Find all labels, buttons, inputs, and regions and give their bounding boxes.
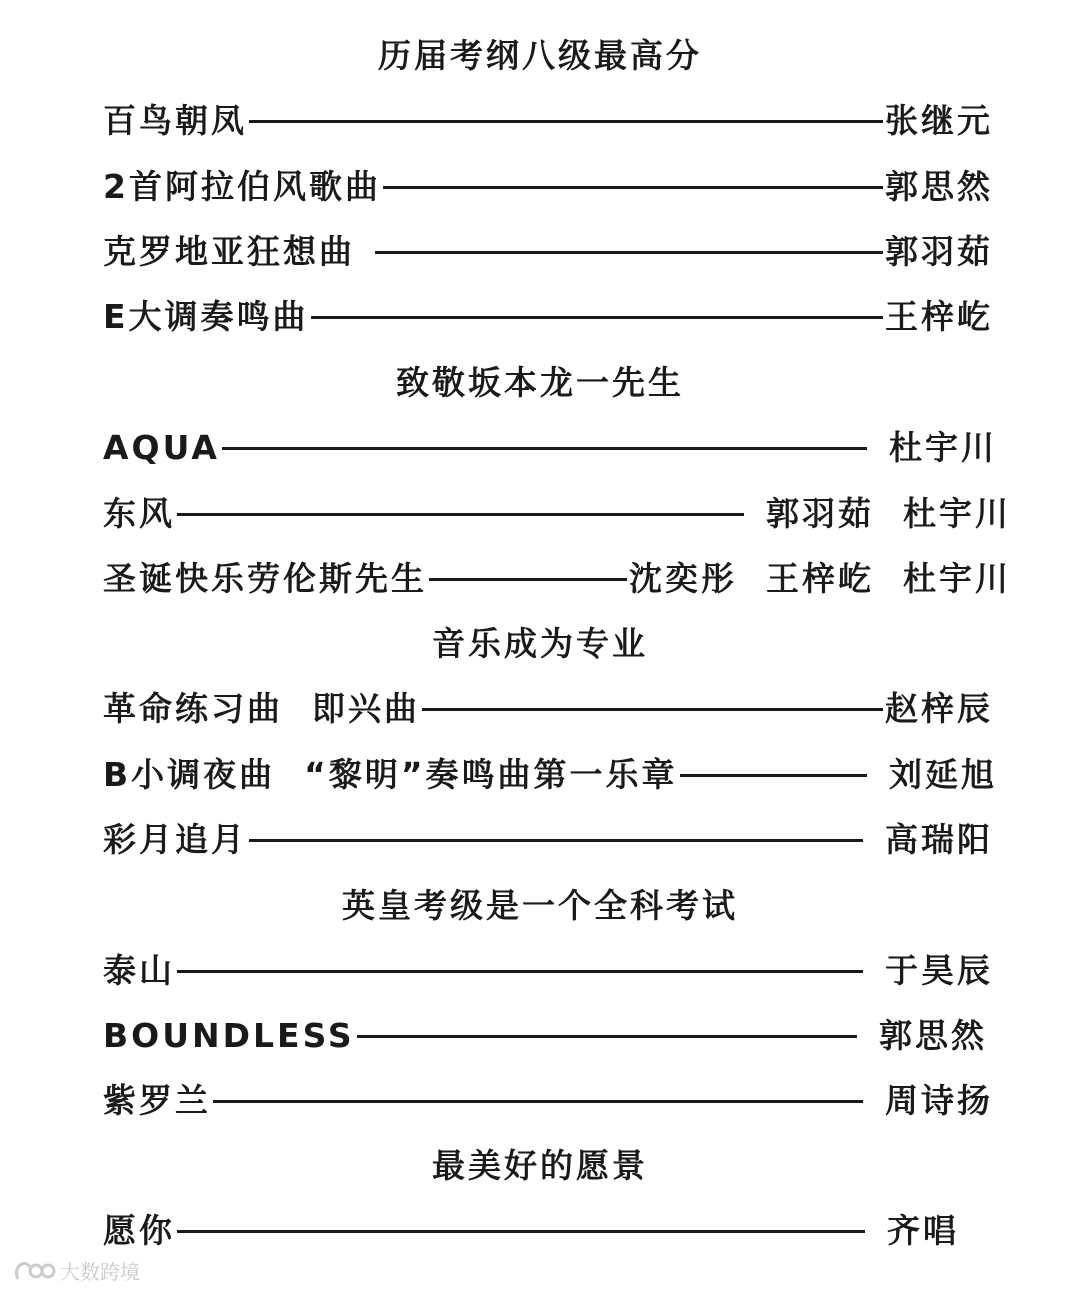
performer-name: 赵梓辰 [885, 689, 993, 728]
piece-title: 百鸟朝凤 [103, 101, 247, 140]
performer-name: 郭思然 [879, 1016, 987, 1055]
watermark [12, 1256, 140, 1285]
performer-name: 刘延旭 [889, 755, 997, 794]
program-row [103, 297, 993, 337]
piece-title: 泰山 [103, 951, 175, 990]
piece-title: 圣诞快乐劳伦斯先生 [103, 559, 427, 598]
section-title: 历届考纲八级最高分 [378, 36, 702, 75]
leader-line [249, 839, 863, 842]
program-row [103, 689, 993, 729]
program-row [103, 755, 997, 795]
program-row [103, 951, 993, 991]
leader-line [213, 1100, 863, 1103]
piece-title: 愿你 [103, 1211, 175, 1250]
piece-title: AQUA [103, 428, 220, 467]
piece-title: 革命练习曲 即兴曲 [103, 689, 420, 728]
program-row [103, 494, 1011, 534]
leader-line [249, 120, 883, 123]
performer-name: 郭思然 [885, 167, 993, 206]
performer-name: 周诗扬 [885, 1081, 993, 1120]
program-row [103, 1081, 993, 1121]
performer-name: 齐唱 [887, 1211, 959, 1250]
program-row [103, 1211, 959, 1251]
section-title: 最美好的愿景 [432, 1146, 648, 1185]
leader-line [177, 1230, 865, 1233]
piece-title: E大调奏鸣曲 [103, 297, 309, 336]
leader-line [177, 970, 863, 973]
leader-line [680, 774, 867, 777]
performer-name: 郭羽茹 杜宇川 [766, 494, 1011, 533]
section-title: 音乐成为专业 [432, 624, 648, 663]
piece-title: 东风 [103, 494, 175, 533]
performer-name: 于昊辰 [885, 951, 993, 990]
program-row [103, 167, 993, 207]
program-row [103, 1016, 987, 1056]
performer-name: 张继元 [885, 101, 993, 140]
piece-title: B小调夜曲 “黎明”奏鸣曲第一乐章 [103, 755, 678, 794]
leader-line [375, 251, 883, 254]
piece-title: 2首阿拉伯风歌曲 [103, 167, 381, 206]
performer-name: 王梓屹 [885, 297, 993, 336]
leader-line [429, 578, 627, 581]
program-row [103, 101, 993, 141]
performer-name: 沈奕彤 王梓屹 杜宇川 [629, 559, 1011, 598]
program-row [103, 820, 993, 860]
piece-title: 紫罗兰 [103, 1081, 211, 1120]
watermark-text: 大数跨境 [60, 1260, 140, 1284]
leader-line [311, 316, 883, 319]
program-row [103, 428, 997, 468]
section-title: 致敬坂本龙一先生 [396, 363, 684, 402]
piece-title: 彩月追月 [103, 820, 247, 859]
leader-line [222, 447, 867, 450]
leader-line [357, 1035, 857, 1038]
leader-line [422, 708, 883, 711]
watermark-logo-icon [12, 1257, 56, 1285]
performer-name: 郭羽茹 [885, 232, 993, 271]
program-row [103, 559, 1011, 599]
section-title: 英皇考级是一个全科考试 [342, 886, 738, 925]
leader-line [177, 513, 744, 516]
performer-name: 高瑞阳 [885, 820, 993, 859]
leader-line [383, 186, 883, 189]
performer-name: 杜宇川 [889, 428, 997, 467]
piece-title: 克罗地亚狂想曲 [103, 232, 355, 271]
piece-title: BOUNDLESS [103, 1016, 355, 1055]
program-row [103, 232, 993, 272]
